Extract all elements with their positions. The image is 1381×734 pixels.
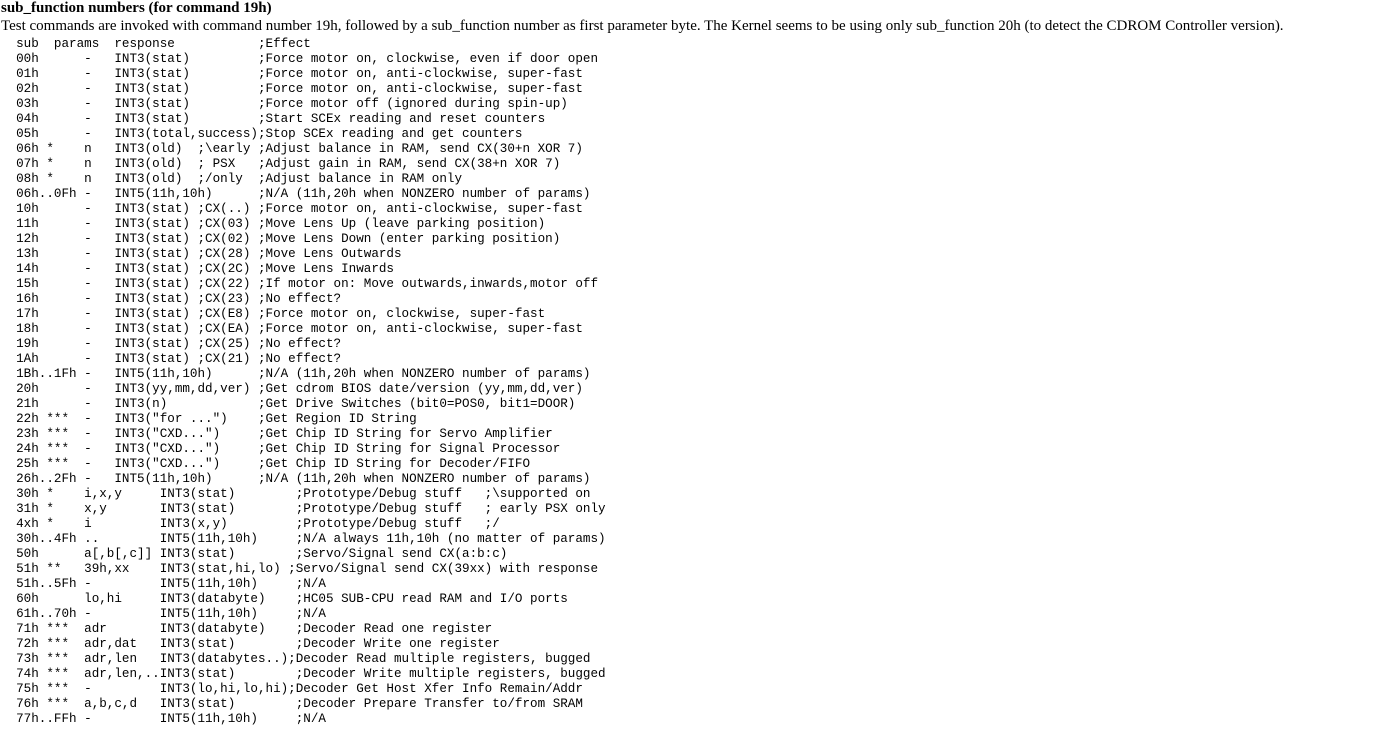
table-row: 03h - INT3(stat) ;Force motor off (ignored during spin-up) — [1, 97, 568, 111]
table-row: 75h *** - INT3(lo,hi,lo,hi);Decoder Get Host Xfer Info Remain/Addr — [1, 682, 583, 696]
table-row: 08h * n INT3(old) ;/only ;Adjust balance in RAM only — [1, 172, 463, 186]
table-row: 1Ah - INT3(stat) ;CX(21) ;No effect? — [1, 352, 342, 366]
table-row: 73h *** adr,len INT3(databytes..);Decoder Read multiple registers, bugged — [1, 652, 591, 666]
table-row: 72h *** adr,dat INT3(stat) ;Decoder Write one register — [1, 637, 500, 651]
table-row: 20h - INT3(yy,mm,dd,ver) ;Get cdrom BIOS date/version (yy,mm,dd,ver) — [1, 382, 583, 396]
table-row: 51h ** 39h,xx INT3(stat,hi,lo) ;Servo/Signal send CX(39xx) with response — [1, 562, 599, 576]
table-row: 00h - INT3(stat) ;Force motor on, clockwise, even if door open — [1, 52, 599, 66]
table-row: 05h - INT3(total,success);Stop SCEx reading and get counters — [1, 127, 523, 141]
table-row: 25h *** - INT3("CXD...") ;Get Chip ID String for Decoder/FIFO — [1, 457, 531, 471]
table-row: 01h - INT3(stat) ;Force motor on, anti-clockwise, super-fast — [1, 67, 583, 81]
table-row: 14h - INT3(stat) ;CX(2C) ;Move Lens Inwards — [1, 262, 394, 276]
table-row: 19h - INT3(stat) ;CX(25) ;No effect? — [1, 337, 342, 351]
table-row: 61h..70h - INT5(11h,10h) ;N/A — [1, 607, 326, 621]
table-row: 26h..2Fh - INT5(11h,10h) ;N/A (11h,20h when NONZERO number of params) — [1, 472, 591, 486]
table-row: 31h * x,y INT3(stat) ;Prototype/Debug stuff ; early PSX only — [1, 502, 606, 516]
sub-function-table — [1, 37, 1381, 727]
table-row: 24h *** - INT3("CXD...") ;Get Chip ID String for Signal Processor — [1, 442, 561, 456]
table-row: 1Bh..1Fh - INT5(11h,10h) ;N/A (11h,20h when NONZERO number of params) — [1, 367, 591, 381]
table-row: 10h - INT3(stat) ;CX(..) ;Force motor on, anti-clockwise, super-fast — [1, 202, 583, 216]
table-row: 30h * i,x,y INT3(stat) ;Prototype/Debug stuff ;\supported on — [1, 487, 591, 501]
table-row: 74h *** adr,len,..INT3(stat) ;Decoder Write multiple registers, bugged — [1, 667, 606, 681]
table-row: 30h..4Fh .. INT5(11h,10h) ;N/A always 11h,10h (no matter of params) — [1, 532, 606, 546]
table-row: 23h *** - INT3("CXD...") ;Get Chip ID String for Servo Amplifier — [1, 427, 553, 441]
table-row: 60h lo,hi INT3(databyte) ;HC05 SUB-CPU read RAM and I/O ports — [1, 592, 568, 606]
table-header-row: sub params response ;Effect — [1, 37, 311, 51]
table-row: 50h a[,b[,c]] INT3(stat) ;Servo/Signal send CX(a:b:c) — [1, 547, 508, 561]
table-row: 22h *** - INT3("for ...") ;Get Region ID String — [1, 412, 417, 426]
table-row: 06h..0Fh - INT5(11h,10h) ;N/A (11h,20h when NONZERO number of params) — [1, 187, 591, 201]
table-row: 4xh * i INT3(x,y) ;Prototype/Debug stuff ;/ — [1, 517, 500, 531]
section-heading: sub_function numbers (for command 19h) — [1, 0, 272, 16]
table-row: 71h *** adr INT3(databyte) ;Decoder Read one register — [1, 622, 493, 636]
table-row: 18h - INT3(stat) ;CX(EA) ;Force motor on, anti-clockwise, super-fast — [1, 322, 583, 336]
table-row: 04h - INT3(stat) ;Start SCEx reading and reset counters — [1, 112, 546, 126]
table-row: 77h..FFh - INT5(11h,10h) ;N/A — [1, 712, 326, 726]
table-row: 13h - INT3(stat) ;CX(28) ;Move Lens Outwards — [1, 247, 402, 261]
table-row: 07h * n INT3(old) ; PSX ;Adjust gain in RAM, send CX(38+n XOR 7) — [1, 157, 561, 171]
table-row: 17h - INT3(stat) ;CX(E8) ;Force motor on, clockwise, super-fast — [1, 307, 546, 321]
table-row: 21h - INT3(n) ;Get Drive Switches (bit0=POS0, bit1=DOOR) — [1, 397, 576, 411]
table-row: 02h - INT3(stat) ;Force motor on, anti-clockwise, super-fast — [1, 82, 583, 96]
table-row: 15h - INT3(stat) ;CX(22) ;If motor on: Move outwards,inwards,motor off — [1, 277, 599, 291]
table-row: 51h..5Fh - INT5(11h,10h) ;N/A — [1, 577, 326, 591]
table-row: 76h *** a,b,c,d INT3(stat) ;Decoder Prepare Transfer to/from SRAM — [1, 697, 583, 711]
table-row: 16h - INT3(stat) ;CX(23) ;No effect? — [1, 292, 342, 306]
table-row: 12h - INT3(stat) ;CX(02) ;Move Lens Down (enter parking position) — [1, 232, 561, 246]
table-row: 11h - INT3(stat) ;CX(03) ;Move Lens Up (leave parking position) — [1, 217, 546, 231]
intro-paragraph: Test commands are invoked with command number 19h, followed by a sub_function number as first parameter byte. The Kernel seems to be using only sub_function 20h (to detect the CDROM Controller version). — [1, 18, 1284, 34]
table-row: 06h * n INT3(old) ;\early ;Adjust balance in RAM, send CX(30+n XOR 7) — [1, 142, 583, 156]
